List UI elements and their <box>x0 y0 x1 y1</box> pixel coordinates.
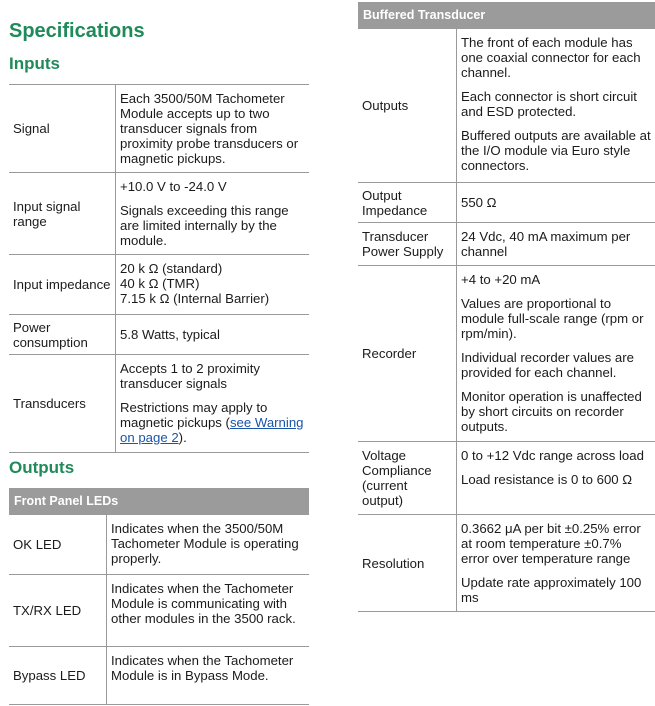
table-row <box>9 85 309 173</box>
row-value: The front of each module has one coaxial connector for each channel. Each connector is short circuit and ESD protected. Buffered outputs are available at the I/O module via Euro style connectors. <box>457 29 655 183</box>
row-value: 550 Ω <box>457 183 655 223</box>
row-label: Transducer Power Supply <box>358 223 457 266</box>
table-row <box>358 442 655 515</box>
row-label: Bypass LED <box>9 647 107 705</box>
row-value: 20 k Ω (standard) 40 k Ω (TMR) 7.15 k Ω (Internal Barrier) <box>116 255 310 315</box>
row-value: Indicates when the Tachometer Module is communicating with other modules in the 3500 rack. <box>107 575 310 647</box>
row-label: Voltage Compliance (current output) <box>358 442 457 515</box>
row-label: OK LED <box>9 515 107 575</box>
buffered-transducer-table <box>358 2 655 612</box>
row-label: Resolution <box>358 515 457 612</box>
inputs-heading: Inputs <box>9 54 60 73</box>
table-row <box>358 266 655 442</box>
table-row <box>358 515 655 612</box>
section-band: Buffered Transducer <box>358 3 655 29</box>
row-value: Indicates when the 3500/50M Tachometer Module is operating properly. <box>107 515 310 575</box>
row-value: 5.8 Watts, typical <box>116 315 310 355</box>
row-label: TX/RX LED <box>9 575 107 647</box>
row-label: Transducers <box>9 355 116 453</box>
row-label: Signal <box>9 85 116 173</box>
table-row <box>358 29 655 183</box>
section-band: Front Panel LEDs <box>9 489 309 515</box>
table-row <box>9 255 309 315</box>
row-label: Power consumption <box>9 315 116 355</box>
table-row <box>9 173 309 255</box>
front-panel-leds-table <box>9 488 309 705</box>
row-label: Outputs <box>358 29 457 183</box>
outputs-heading: Outputs <box>9 458 75 477</box>
table-row <box>358 183 655 223</box>
row-label: Recorder <box>358 266 457 442</box>
warning-link[interactable]: see Warning on page 2 <box>120 415 304 445</box>
row-value: Accepts 1 to 2 proximity transducer signals Restrictions may apply to magnetic pickups (see Warning on page 2). <box>116 355 310 453</box>
table-row <box>9 575 309 647</box>
row-value: +10.0 V to -24.0 V Signals exceeding this range are limited internally by the module. <box>116 173 310 255</box>
page-title: Specifications <box>9 20 145 42</box>
inputs-table <box>9 84 309 453</box>
row-label: Input impedance <box>9 255 116 315</box>
row-value: +4 to +20 mA Values are proportional to module full-scale range (rpm or rpm/min). Individual recorder values are provided for each channel. Monitor operation is unaffected by short circuits on recorder outputs. <box>457 266 655 442</box>
table-row <box>9 355 309 453</box>
row-value: 0 to +12 Vdc range across load Load resistance is 0 to 600 Ω <box>457 442 655 515</box>
table-row <box>358 223 655 266</box>
row-label: Input signal range <box>9 173 116 255</box>
row-value: 0.3662 μA per bit ±0.25% error at room temperature ±0.7% error over temperature range Update rate approximately 100 ms <box>457 515 655 612</box>
row-value: Indicates when the Tachometer Module is in Bypass Mode. <box>107 647 310 705</box>
table-row <box>9 515 309 575</box>
row-label: Output Impedance <box>358 183 457 223</box>
table-row <box>9 647 309 705</box>
row-value: Each 3500/50M Tachometer Module accepts up to two transducer signals from proximity probe transducers or magnetic pickups. <box>116 85 310 173</box>
table-row <box>9 315 309 355</box>
row-value: 24 Vdc, 40 mA maximum per channel <box>457 223 655 266</box>
